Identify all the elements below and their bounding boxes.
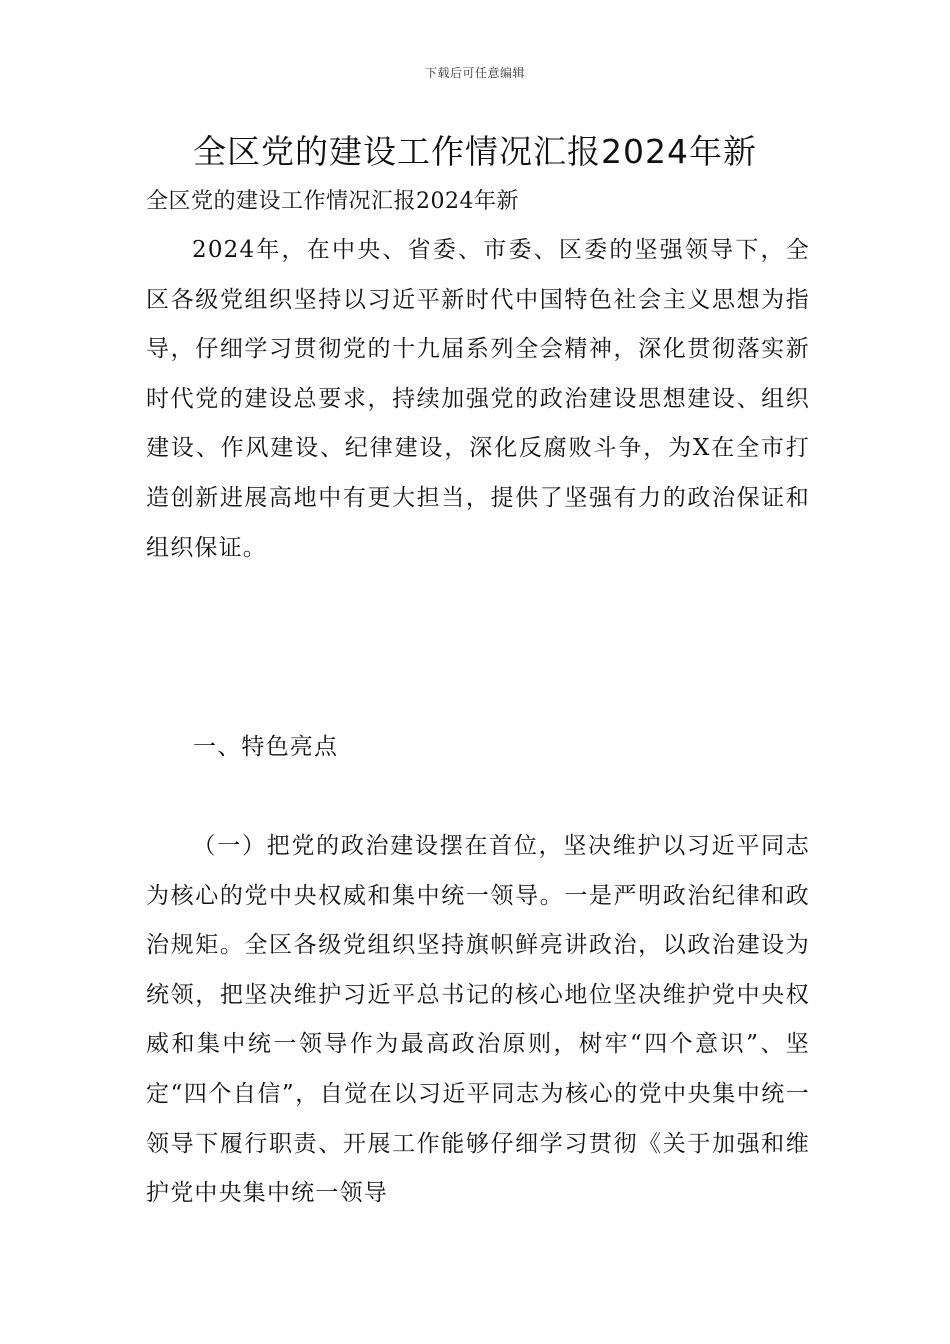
document-title: 全区党的建设工作情况汇报2024年新 <box>193 132 757 171</box>
document-subtitle: 全区党的建设工作情况汇报2024年新 <box>146 189 519 214</box>
subsection-paragraph-text: （一）把党的政治建设摆在首位，坚决维护以习近平同志为核心的党中央权威和集中统一领导。一是严明政治纪律和政治规矩。全区各级党组织坚持旗帜鲜亮讲政治，以政治建设为统领，把坚决维护习近平总书记的核心地位坚决维护党中央权威和集中统一领导作为最高政治原则，树牢“四个意识”、坚定“四个自信”，自觉在以习近平同志为核心的党中央集中统一领导下履行职责、开展工作能够仔细学习贯彻《关于加强和维护党中央集中统一领导 <box>146 833 810 1207</box>
subsection-paragraph <box>146 822 810 1219</box>
section-heading: 一、特色亮点 <box>193 734 339 760</box>
header-note: 下载后可任意编辑 <box>424 66 525 80</box>
intro-paragraph-text: 2024年，在中央、省委、市委、区委的坚强领导下，全区各级党组织坚持以习近平新时代中国特色社会主义思想为指导，仔细学习贯彻党的十九届系列全会精神，深化贯彻落实新时代党的建设总要求，持续加强党的政治建设思想建设、组织建设、作风建设、纪律建设，深化反腐败斗争，为X在全市打造创新进展高地中有更大担当，提供了坚强有力的政治保证和组织保证。 <box>146 237 810 561</box>
intro-paragraph <box>146 226 810 573</box>
